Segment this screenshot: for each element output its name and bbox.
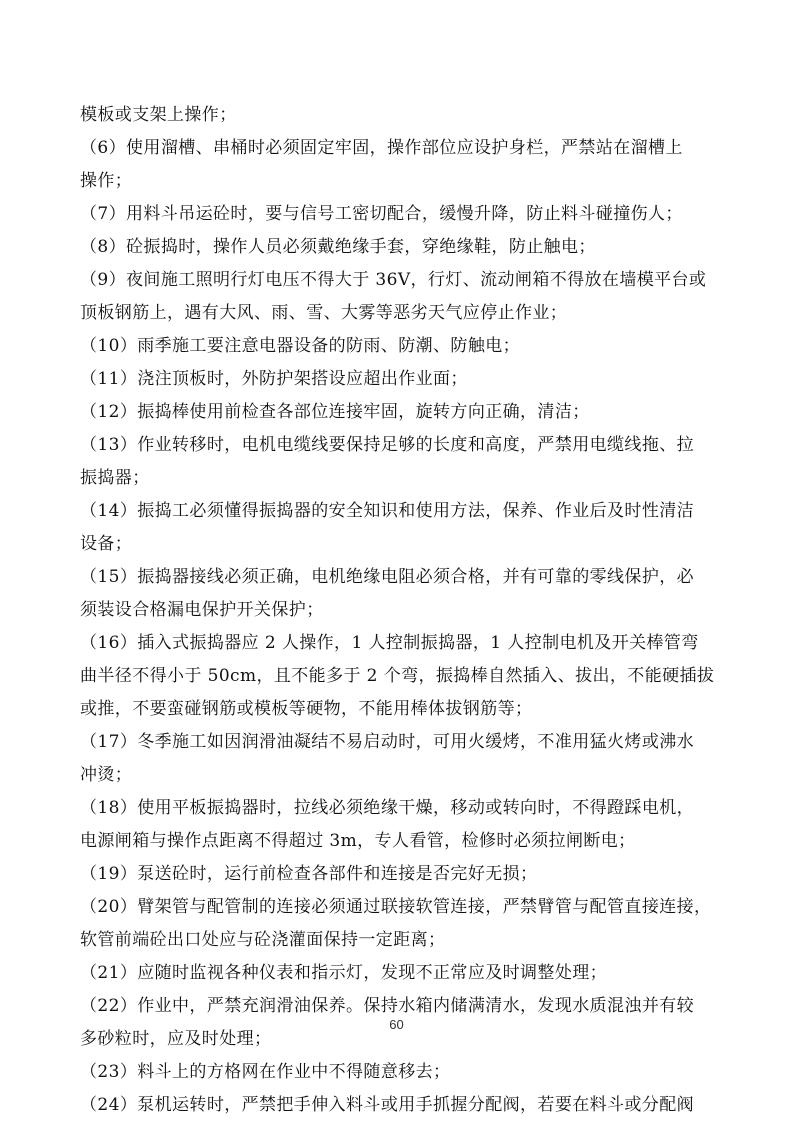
text-line: （12）振捣棒使用前检查各部位连接牢固，旋转方向正确，清洁； <box>80 402 590 422</box>
text-line: 顶板钢筋上，遇有大风、雨、雪、大雾等恶劣天气应停止作业； <box>80 303 568 323</box>
page-number: 60 <box>389 1017 404 1032</box>
text-line: （22）作业中，严禁充润滑油保养。保持水箱内储满清水，发现水质混浊并有较 <box>80 996 695 1016</box>
text-line: （21）应随时监视各种仪表和指示灯，发现不正常应及时调整处理； <box>80 963 608 983</box>
text-line: （24）泵机运转时，严禁把手伸入料斗或用手抓握分配阀，若要在料斗或分配阀 <box>80 1095 695 1115</box>
text-line: 振捣器； <box>80 468 150 488</box>
text-line: 曲半径不得小于 50cm，且不能多于 2 个弯，振捣棒自然插入、拔出，不能硬插拔 <box>80 666 715 686</box>
text-line: （11）浇注顶板时，外防护架搭设应超出作业面； <box>80 369 468 389</box>
text-line: （18）使用平板振捣器时，拉线必须绝缘干燥，移动或转向时，不得蹬踩电机， <box>80 798 695 818</box>
text-line: （15）振捣器接线必须正确，电机绝缘电阻必须合格，并有可靠的零线保护，必 <box>80 567 695 587</box>
text-line: 模板或支架上操作； <box>80 105 237 125</box>
text-line: （20）臂架管与配管制的连接必须通过联接软管连接，严禁臂管与配管直接连接， <box>80 897 712 917</box>
text-line: 冲烫； <box>80 765 133 785</box>
body-text <box>80 99 740 1122</box>
text-line: 电源闸箱与操作点距离不得超过 3m，专人看管，检修时必须拉闸断电； <box>80 831 636 851</box>
text-line: （9）夜间施工照明行灯电压不得大于 36V，行灯、流动闸箱不得放在墙模平台或 <box>80 270 707 290</box>
text-line: 软管前端砼出口处应与砼浇灌面保持一定距离； <box>80 930 446 950</box>
text-line: 操作； <box>80 171 133 191</box>
text-line: 设备； <box>80 534 133 554</box>
text-line: （23）料斗上的方格网在作业中不得随意移去； <box>80 1062 451 1082</box>
text-line: （6）使用溜槽、串桶时必须固定牢固，操作部位应设护身栏，严禁站在溜槽上 <box>80 138 683 158</box>
text-line: （17）冬季施工如因润滑油凝结不易启动时，可用火缓烤，不准用猛火烤或沸水 <box>80 732 695 752</box>
text-line: 或推，不要蛮碰钢筋或模板等硬物，不能用棒体拔钢筋等； <box>80 699 533 719</box>
text-line: （14）振捣工必须懂得振捣器的安全知识和使用方法，保养、作业后及时性清洁 <box>80 501 695 521</box>
text-line: 多砂粒时，应及时处理； <box>80 1029 272 1049</box>
text-line: 须装设合格漏电保护开关保护； <box>80 600 324 620</box>
text-line: （8）砼振捣时，操作人员必须戴绝缘手套，穿绝缘鞋，防止触电； <box>80 237 596 257</box>
text-line: （10）雨季施工要注意电器设备的防雨、防潮、防触电； <box>80 336 521 356</box>
text-line: （19）泵送砼时，运行前检查各部件和连接是否完好无损； <box>80 864 538 884</box>
text-line: （16）插入式振捣器应 2 人操作，1 人控制振捣器，1 人控制电机及开关棒管弯 <box>80 633 699 653</box>
text-line: （7）用料斗吊运砼时，要与信号工密切配合，缓慢升降，防止料斗碰撞伤人； <box>80 204 683 224</box>
text-line: （13）作业转移时，电机电缆线要保持足够的长度和高度，严禁用电缆线拖、拉 <box>80 435 695 455</box>
